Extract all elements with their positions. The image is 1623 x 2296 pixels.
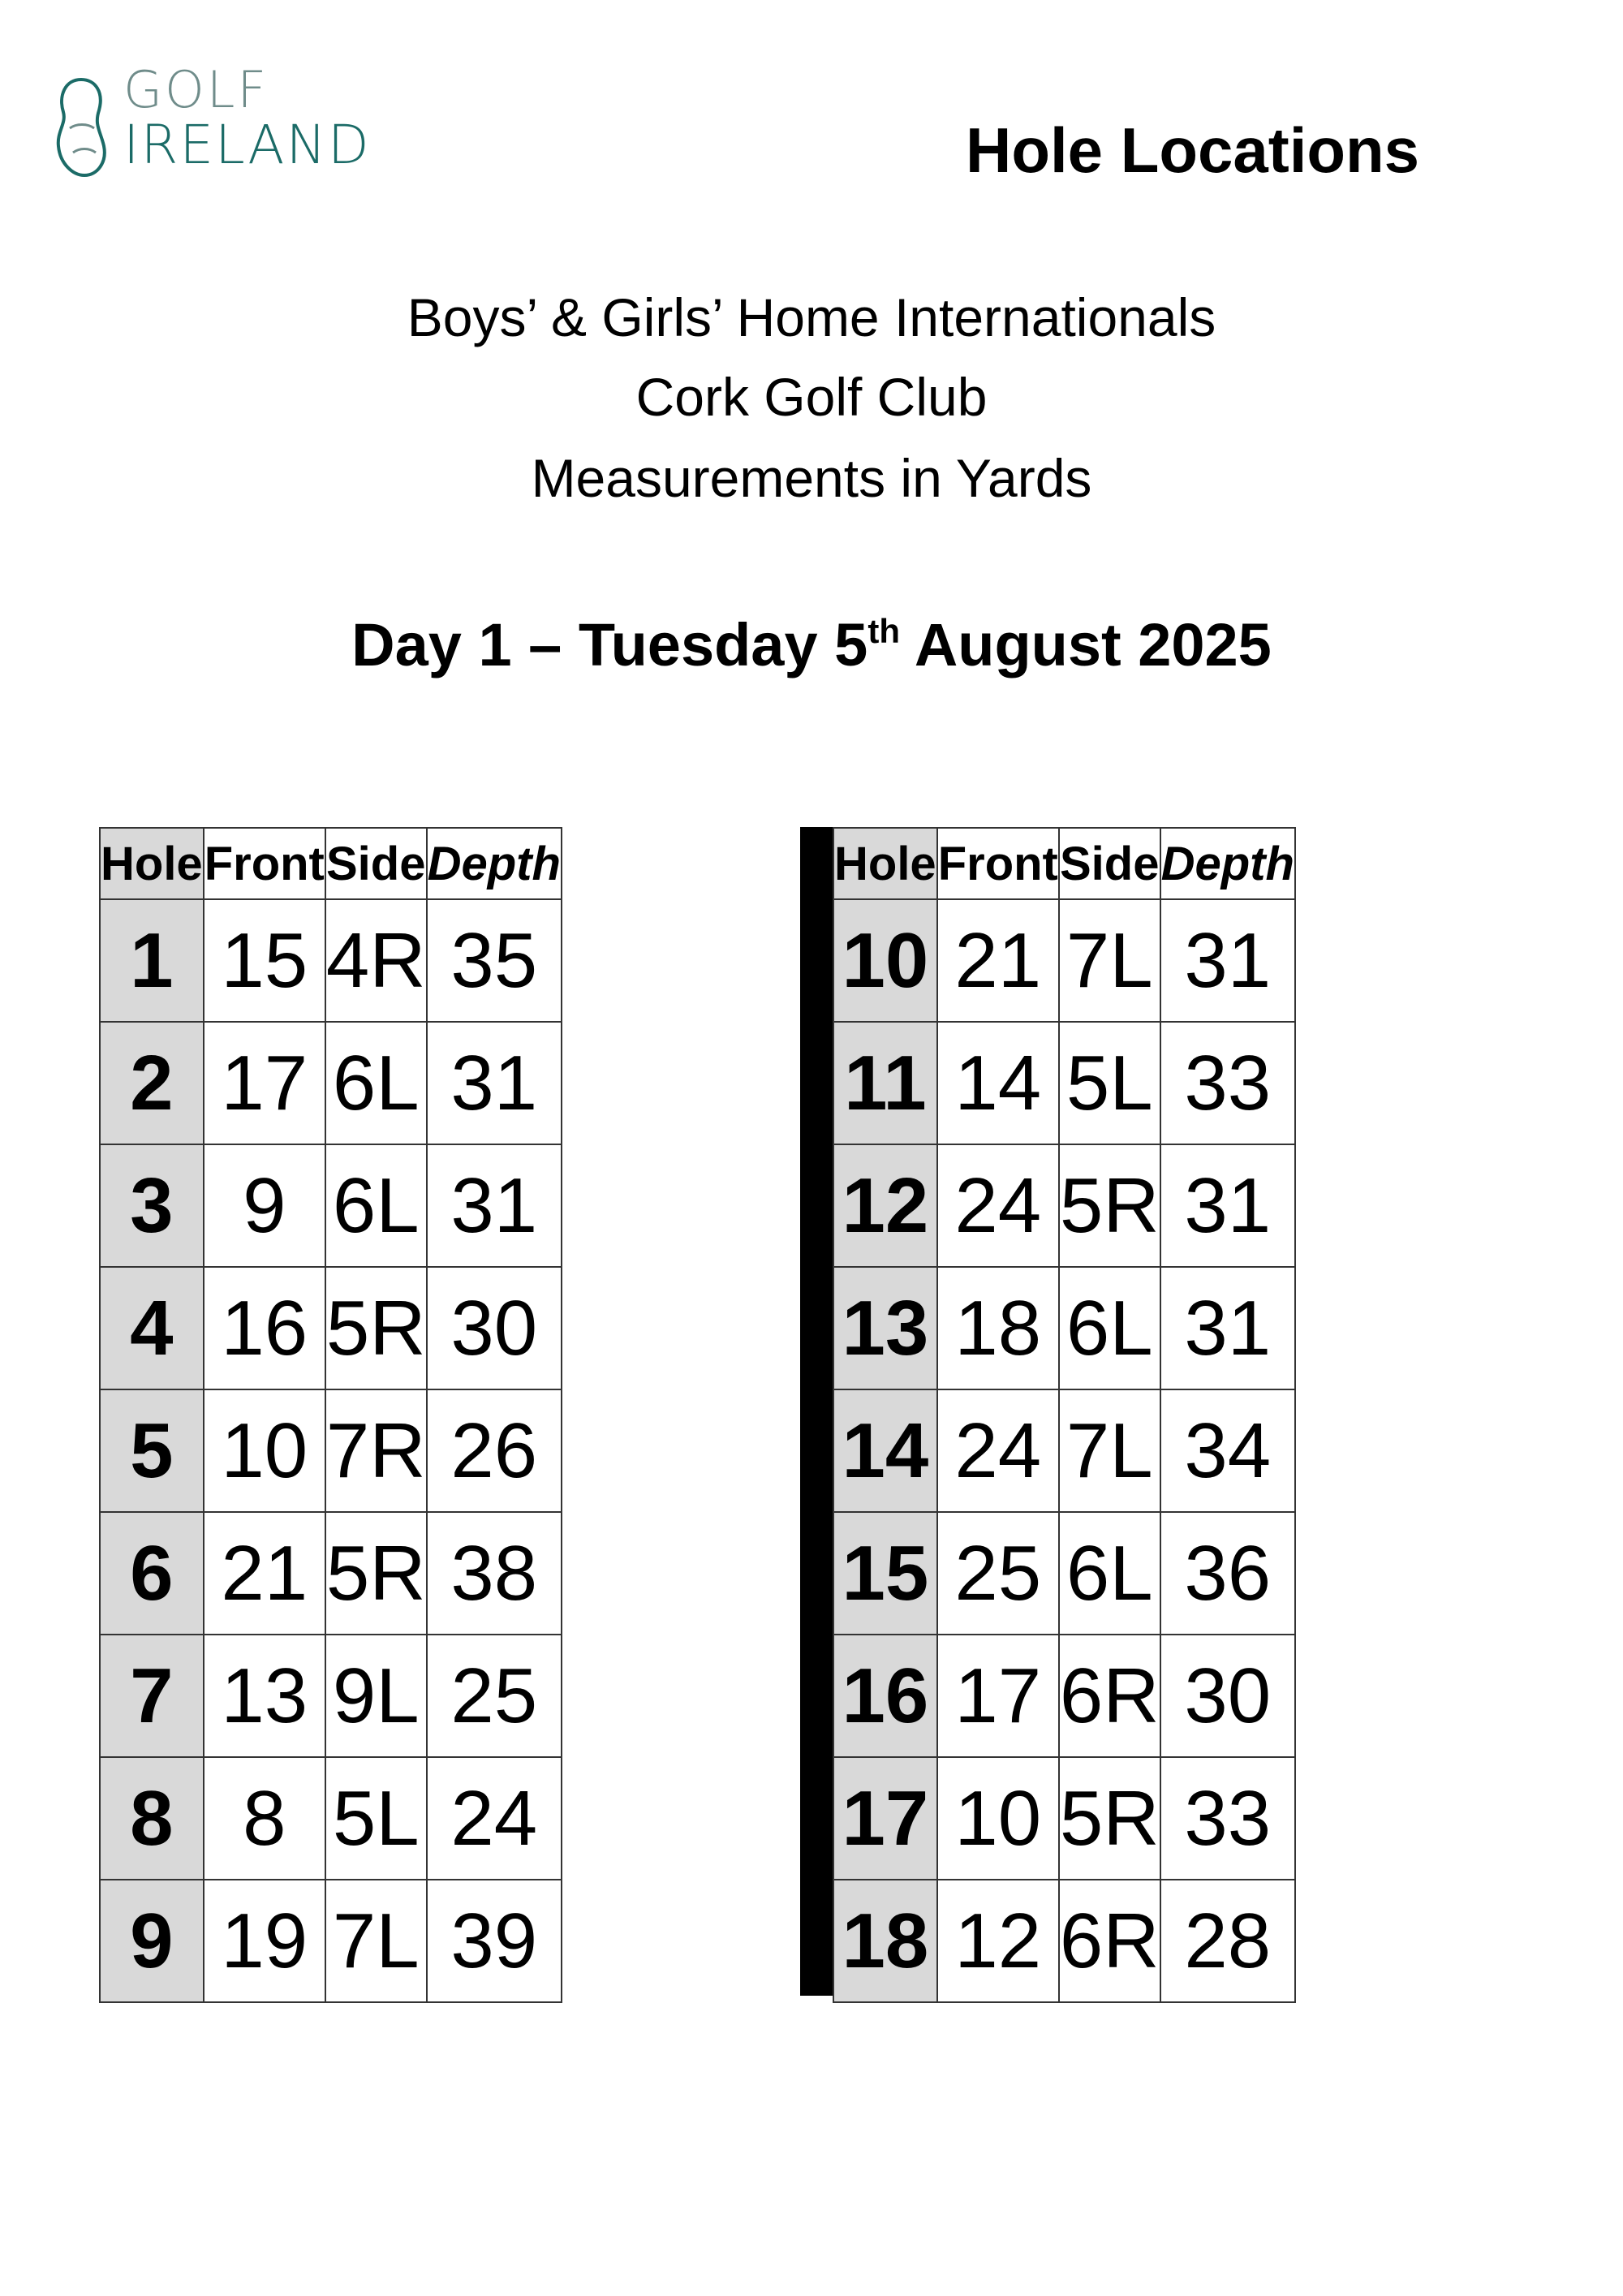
- hole-number-cell: 17: [833, 1757, 937, 1880]
- side-offset-cell: 6L: [1059, 1267, 1160, 1389]
- front-distance-cell: 24: [937, 1144, 1059, 1267]
- page-title: Hole Locations: [966, 114, 1420, 186]
- side-offset-cell: 6R: [1059, 1880, 1160, 2002]
- front-distance-cell: 16: [204, 1267, 325, 1389]
- hole-number-cell: 6: [100, 1512, 204, 1635]
- side-offset-cell: 5R: [1059, 1144, 1160, 1267]
- column-header-hole: Hole: [100, 828, 204, 899]
- front-distance-cell: 12: [937, 1880, 1059, 2002]
- side-offset-cell: 4R: [325, 899, 427, 1022]
- column-header-front: Front: [937, 828, 1059, 899]
- depth-cell: 31: [1160, 1267, 1295, 1389]
- hole-number-cell: 18: [833, 1880, 937, 2002]
- table-row: [833, 1880, 1295, 2002]
- table-row: [833, 1144, 1295, 1267]
- measurement-unit-note: Measurements in Yards: [531, 448, 1092, 508]
- side-offset-cell: 7R: [325, 1389, 427, 1512]
- column-header-depth: Depth: [427, 828, 562, 899]
- logo-word-ireland: IRELAND: [123, 114, 371, 176]
- depth-cell: 39: [427, 1880, 562, 2002]
- hole-number-cell: 14: [833, 1389, 937, 1512]
- side-offset-cell: 7L: [1059, 1389, 1160, 1512]
- table-header-row: [100, 828, 562, 899]
- depth-cell: 31: [1160, 1144, 1295, 1267]
- depth-cell: 24: [427, 1757, 562, 1880]
- table-row: [100, 1022, 562, 1144]
- depth-cell: 33: [1160, 1022, 1295, 1144]
- front-distance-cell: 9: [204, 1144, 325, 1267]
- side-offset-cell: 6L: [325, 1144, 427, 1267]
- front-distance-cell: 15: [204, 899, 325, 1022]
- day-heading-main: Day 1 – Tuesday 5: [351, 611, 868, 678]
- front-distance-cell: 19: [204, 1880, 325, 2002]
- hole-number-cell: 16: [833, 1635, 937, 1757]
- front-distance-cell: 24: [937, 1389, 1059, 1512]
- day-heading-ordinal: th: [867, 612, 900, 650]
- hole-number-cell: 13: [833, 1267, 937, 1389]
- day-heading-date: August 2025: [900, 611, 1272, 678]
- depth-cell: 35: [427, 899, 562, 1022]
- depth-cell: 26: [427, 1389, 562, 1512]
- depth-cell: 33: [1160, 1757, 1295, 1880]
- column-header-front: Front: [204, 828, 325, 899]
- hole-number-cell: 15: [833, 1512, 937, 1635]
- hole-number-cell: 10: [833, 899, 937, 1022]
- table-row: [833, 1267, 1295, 1389]
- front-distance-cell: 10: [204, 1389, 325, 1512]
- hole-number-cell: 8: [100, 1757, 204, 1880]
- front-distance-cell: 21: [937, 899, 1059, 1022]
- table-header-row: [833, 828, 1295, 899]
- table-row: [100, 1144, 562, 1267]
- table-row: [833, 899, 1295, 1022]
- holes-10-18-body: [833, 899, 1295, 2002]
- holes-1-9-body: [100, 899, 562, 2002]
- front-distance-cell: 8: [204, 1757, 325, 1880]
- depth-cell: 38: [427, 1512, 562, 1635]
- depth-cell: 31: [427, 1144, 562, 1267]
- table-row: [100, 1757, 562, 1880]
- day-heading: [0, 610, 1623, 679]
- table-row: [100, 1389, 562, 1512]
- table-divider: [800, 827, 833, 1996]
- hole-number-cell: 3: [100, 1144, 204, 1267]
- holes-10-18-table: [833, 827, 1296, 2003]
- table-row: [100, 1267, 562, 1389]
- table-row: [833, 1022, 1295, 1144]
- column-header-depth: Depth: [1160, 828, 1295, 899]
- side-offset-cell: 5R: [325, 1267, 427, 1389]
- table-row: [833, 1389, 1295, 1512]
- front-distance-cell: 13: [204, 1635, 325, 1757]
- front-distance-cell: 17: [937, 1635, 1059, 1757]
- table-row: [833, 1635, 1295, 1757]
- table-row: [100, 1512, 562, 1635]
- table-row: [833, 1512, 1295, 1635]
- front-distance-cell: 21: [204, 1512, 325, 1635]
- depth-cell: 28: [1160, 1880, 1295, 2002]
- depth-cell: 31: [427, 1022, 562, 1144]
- side-offset-cell: 5L: [325, 1757, 427, 1880]
- side-offset-cell: 5R: [1059, 1757, 1160, 1880]
- golf-ireland-logo: [49, 60, 398, 187]
- column-header-hole: Hole: [833, 828, 937, 899]
- side-offset-cell: 6L: [1059, 1512, 1160, 1635]
- holes-1-9-table: [99, 827, 562, 2003]
- table-row: [100, 899, 562, 1022]
- hole-number-cell: 4: [100, 1267, 204, 1389]
- hole-number-cell: 1: [100, 899, 204, 1022]
- side-offset-cell: 5R: [325, 1512, 427, 1635]
- front-distance-cell: 14: [937, 1022, 1059, 1144]
- side-offset-cell: 9L: [325, 1635, 427, 1757]
- front-distance-cell: 17: [204, 1022, 325, 1144]
- depth-cell: 31: [1160, 899, 1295, 1022]
- depth-cell: 34: [1160, 1389, 1295, 1512]
- side-offset-cell: 6R: [1059, 1635, 1160, 1757]
- front-distance-cell: 10: [937, 1757, 1059, 1880]
- column-header-side: Side: [1059, 828, 1160, 899]
- event-name: Boys’ & Girls’ Home Internationals: [407, 287, 1216, 347]
- hole-number-cell: 5: [100, 1389, 204, 1512]
- depth-cell: 30: [1160, 1635, 1295, 1757]
- hole-number-cell: 11: [833, 1022, 937, 1144]
- side-offset-cell: 7L: [1059, 899, 1160, 1022]
- depth-cell: 36: [1160, 1512, 1295, 1635]
- column-header-side: Side: [325, 828, 427, 899]
- front-distance-cell: 18: [937, 1267, 1059, 1389]
- depth-cell: 25: [427, 1635, 562, 1757]
- hole-number-cell: 12: [833, 1144, 937, 1267]
- table-row: [100, 1880, 562, 2002]
- depth-cell: 30: [427, 1267, 562, 1389]
- side-offset-cell: 5L: [1059, 1022, 1160, 1144]
- hole-number-cell: 7: [100, 1635, 204, 1757]
- table-row: [100, 1635, 562, 1757]
- golf-ball-tee-icon: [49, 71, 114, 185]
- hole-number-cell: 2: [100, 1022, 204, 1144]
- side-offset-cell: 7L: [325, 1880, 427, 2002]
- venue-name: Cork Golf Club: [635, 367, 988, 427]
- logo-word-golf: GOLF: [123, 60, 269, 119]
- hole-number-cell: 9: [100, 1880, 204, 2002]
- front-distance-cell: 25: [937, 1512, 1059, 1635]
- side-offset-cell: 6L: [325, 1022, 427, 1144]
- table-row: [833, 1757, 1295, 1880]
